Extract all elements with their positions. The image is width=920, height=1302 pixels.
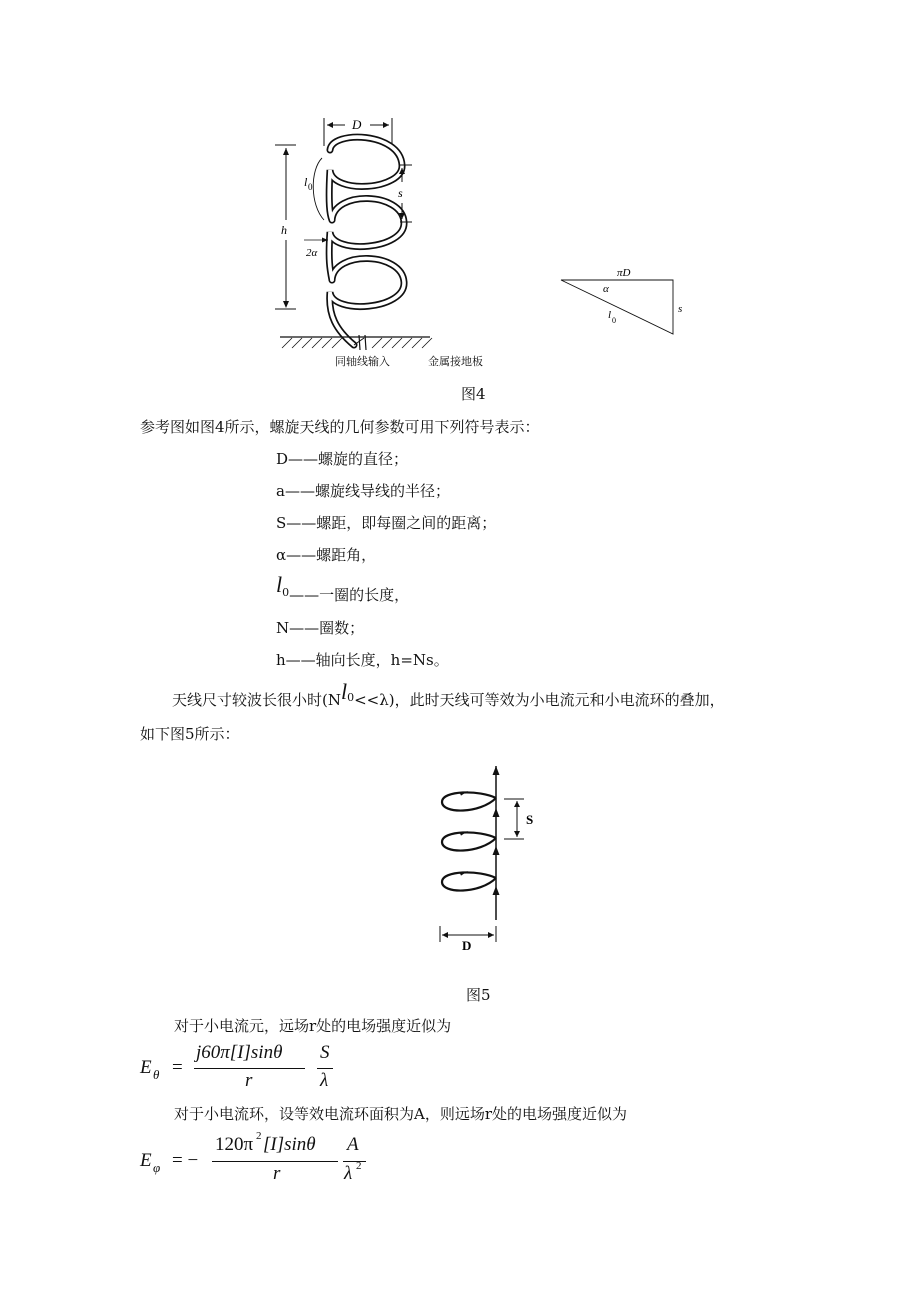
fig4-coax-label: 同轴线输入 <box>335 355 390 368</box>
eq2-frac2-den: λ <box>344 1163 353 1184</box>
eq1-denominator: r <box>245 1070 253 1091</box>
eq2-numerator-a: 120π <box>215 1134 254 1155</box>
eq2-frac2-num: A <box>347 1134 359 1155</box>
equivalent-loops-figure <box>430 760 550 950</box>
equation-2 <box>140 1130 440 1190</box>
fig4-label-s: s <box>398 186 403 200</box>
param-a: a——螺旋线导线的半径； <box>276 482 450 500</box>
param-l0-text: ——一圈的长度， <box>289 586 410 604</box>
tri-label-alpha: α <box>603 283 609 295</box>
eq2-denominator: r <box>273 1163 281 1184</box>
para1-l-sub: 0 <box>347 691 355 704</box>
eq2-numerator-b: [I]sinθ <box>263 1134 316 1155</box>
param-l0-sub: 0 <box>282 586 290 599</box>
para1-l-symbol: l <box>340 679 348 704</box>
para1-part2: <<λ)，此时天线可等效为小电流元和小电流环的叠加， <box>354 691 725 709</box>
fig5-label-D: D <box>462 938 472 950</box>
tri-label-piD: πD <box>617 267 631 279</box>
eq1-equals: = <box>172 1057 183 1078</box>
para1-line1 <box>172 679 725 710</box>
fig4-label-l-sub: 0 <box>308 182 313 192</box>
eq1-frac2-num: S <box>320 1042 330 1063</box>
eq2-numerator-sup: 2 <box>256 1130 262 1142</box>
eq2-frac2-den-sup: 2 <box>356 1160 362 1172</box>
fig4-ground-label: 金属接地板 <box>428 355 483 368</box>
para1-line2: 如下图5所示： <box>140 725 240 743</box>
eq1-fraction-bar <box>194 1068 305 1069</box>
pitch-triangle <box>555 262 695 342</box>
tri-label-l-sub: 0 <box>612 316 616 325</box>
text-current-element: 对于小电流元，远场r处的电场强度近似为 <box>174 1017 452 1035</box>
helix-antenna-figure <box>270 110 510 370</box>
param-h: h——轴向长度，h=Ns。 <box>276 651 449 669</box>
eq2-lhs: E <box>140 1150 152 1171</box>
para1-part1: 天线尺寸较波长很小时(N <box>172 691 341 709</box>
eq2-fraction-bar-2 <box>343 1161 366 1162</box>
intro-text: 参考图如图4所示，螺旋天线的几何参数可用下列符号表示： <box>140 418 540 436</box>
param-N: N——圈数； <box>276 619 365 637</box>
tri-label-s: s <box>678 303 683 315</box>
param-alpha: α——螺距角， <box>276 546 377 564</box>
eq1-frac2-den: λ <box>320 1070 329 1091</box>
param-l0 <box>276 572 410 607</box>
text-current-loop: 对于小电流环，设等效电流环面积为A，则远场r处的电场强度近似为 <box>174 1105 628 1123</box>
figure5-caption: 图5 <box>466 986 491 1004</box>
eq2-equals: = − <box>172 1150 199 1171</box>
param-l0-symbol: l <box>276 572 283 597</box>
eq1-fraction-bar-2 <box>317 1068 333 1069</box>
fig4-label-h: h <box>281 223 287 237</box>
fig4-label-l: l <box>304 175 308 189</box>
fig4-label-2alpha: 2α <box>306 247 318 259</box>
param-D: D——螺旋的直径； <box>276 450 409 468</box>
fig5-label-S: S <box>526 812 534 827</box>
param-S: S——螺距，即每圈之间的距离； <box>276 514 497 532</box>
fig4-label-D: D <box>352 117 362 132</box>
eq2-fraction-bar <box>212 1161 338 1162</box>
eq1-lhs: E <box>140 1057 152 1078</box>
eq2-lhs-sub: φ <box>153 1160 161 1175</box>
eq1-lhs-sub: θ <box>153 1067 160 1082</box>
equation-1 <box>140 1040 400 1096</box>
eq1-numerator: j60π[I]sinθ <box>196 1042 283 1063</box>
tri-label-l: l <box>608 309 612 321</box>
figure4-caption: 图4 <box>461 385 486 403</box>
